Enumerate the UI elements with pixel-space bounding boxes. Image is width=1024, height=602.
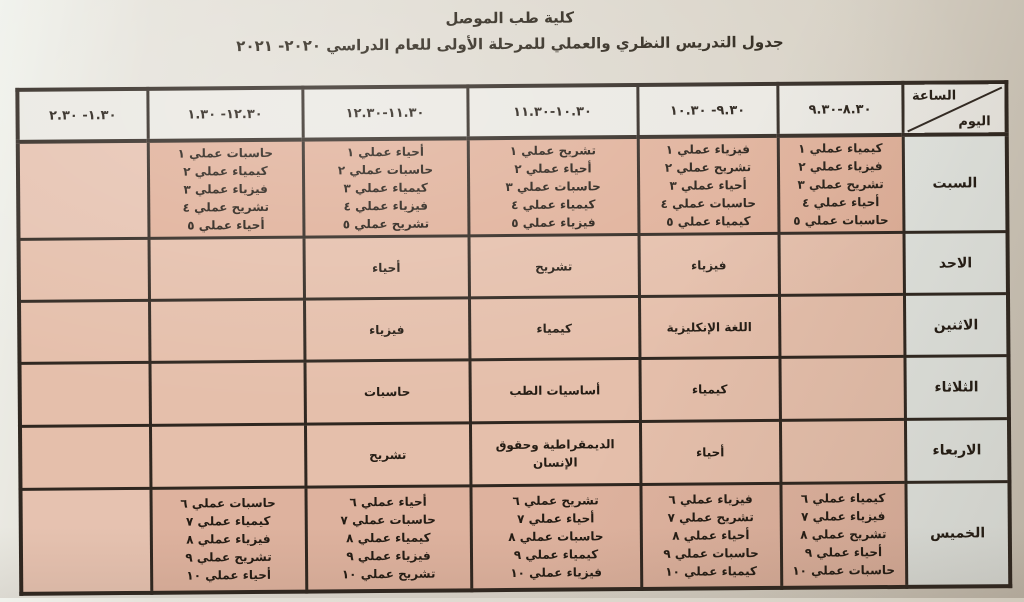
college-title: كلية طب الموصل — [445, 8, 575, 28]
schedule-cell — [778, 232, 903, 295]
schedule-cell: اللغة الإنكليزية — [639, 295, 779, 358]
day-cell-saturday: السبت — [903, 134, 1008, 232]
day-cell-tuesday: الثلاثاء — [904, 356, 1008, 420]
header-row — [17, 82, 1006, 142]
day-cell-sunday: الاحد — [903, 232, 1007, 295]
schedule-cell: تشريح — [305, 423, 470, 487]
schedule-cell: فيزياء — [638, 233, 778, 296]
title-block — [0, 0, 1022, 57]
schedule-row-thursday — [20, 482, 1010, 594]
schedule-cell: الديمقراطية وحقوق الإنسان — [470, 421, 640, 485]
day-cell-thursday: الخميس — [905, 482, 1010, 587]
time-header-4: ١١.٣٠-١٢.٣٠ — [302, 86, 467, 139]
schedule-cell: كيمياء — [639, 357, 779, 421]
schedule-cell: كيمياء عملي ٦ فيزياء عملي ٧ تشريح عملي ٨ أحياء عملي ٩ حاسبات عملي ١٠ — [780, 482, 906, 587]
schedule-cell: أساسيات الطب — [469, 359, 639, 423]
schedule-cell — [150, 424, 305, 488]
day-cell-monday: الاثنين — [904, 294, 1008, 357]
time-header-6: ١.٣٠- ٢.٣٠ — [17, 89, 147, 142]
schedule-cell: تشريح — [469, 235, 639, 298]
schedule-cell: فيزياء عملي ٦ تشريح عملي ٧ أحياء عملي ٨ حاسبات عملي ٩ كيمياء عملي ١٠ — [640, 483, 781, 588]
schedule-row-sunday — [19, 232, 1008, 302]
schedule-cell: أحياء — [304, 236, 469, 299]
schedule-cell — [779, 356, 904, 420]
schedule-cell — [20, 488, 151, 593]
schedule-cell — [149, 299, 304, 362]
corner-day-label: اليوم — [958, 114, 991, 130]
corner-cell — [902, 82, 1006, 135]
schedule-cell — [19, 300, 149, 363]
schedule-row-tuesday — [19, 356, 1008, 427]
schedule-cell: كيمياء عملي ١ فيزياء عملي ٢ تشريح عملي ٣ أحياء عملي ٤ حاسبات عملي ٥ — [778, 135, 904, 233]
schedule-cell: حاسبات عملي ٦ كيمياء عملي ٧ فيزياء عملي ٨ تشريح عملي ٩ أحياء عملي ١٠ — [150, 487, 306, 592]
schedule-cell: فيزياء عملي ١ تشريح عملي ٢ أحياء عملي ٣ حاسبات عملي ٤ كيمياء عملي ٥ — [638, 136, 779, 235]
schedule-cell — [19, 362, 149, 426]
schedule-cell — [149, 361, 304, 425]
corner-time-label: الساعة — [911, 88, 957, 104]
schedule-cell: كيمياء — [469, 297, 639, 360]
schedule-cell — [779, 294, 904, 357]
time-header-1: ٨.٣٠-٩.٣٠ — [777, 83, 902, 136]
schedule-cell: تشريح عملي ١ أحياء عملي ٢ حاسبات عملي ٣ كيمياء عملي ٤ فيزياء عملي ٥ — [468, 137, 639, 236]
schedule-cell: تشريح عملي ٦ أحياء عملي ٧ حاسبات عملي ٨ كيمياء عملي ٩ فيزياء عملي ١٠ — [470, 484, 641, 589]
schedule-row-saturday — [18, 134, 1008, 239]
schedule-cell: أحياء عملي ١ حاسبات عملي ٢ كيمياء عملي ٣ فيزياء عملي ٤ تشريح عملي ٥ — [303, 138, 469, 237]
schedule-cell — [20, 425, 150, 489]
schedule-cell: أحياء عملي ٦ حاسبات عملي ٧ كيمياء عملي ٨ فيزياء عملي ٩ تشريح عملي ١٠ — [305, 486, 471, 591]
schedule-cell: حاسبات — [304, 360, 469, 424]
schedule-cell: فيزياء — [304, 298, 469, 361]
time-header-3: ١٠.٣٠-١١.٣٠ — [467, 85, 637, 138]
schedule-cell — [149, 237, 304, 300]
schedule-table — [15, 80, 1012, 595]
schedule-cell — [19, 238, 149, 301]
day-cell-wednesday: الاربعاء — [905, 419, 1009, 483]
schedule-cell — [18, 141, 149, 240]
schedule-cell: أحياء — [640, 420, 780, 484]
schedule-cell — [780, 419, 905, 483]
time-header-5: ١٢.٣٠- ١.٣٠ — [147, 88, 302, 141]
schedule-row-wednesday — [20, 419, 1009, 490]
time-header-2: ٩.٣٠- ١٠.٣٠ — [637, 84, 777, 137]
schedule-cell: حاسبات عملي ١ كيمياء عملي ٢ فيزياء عملي ٣ تشريح عملي ٤ أحياء عملي ٥ — [148, 140, 304, 239]
schedule-row-monday — [19, 294, 1008, 364]
schedule-subtitle: جدول التدريس النظري والعملي للمرحلة الأولى للعام الدراسي ٢٠٢٠- ٢٠٢١ — [236, 32, 784, 56]
